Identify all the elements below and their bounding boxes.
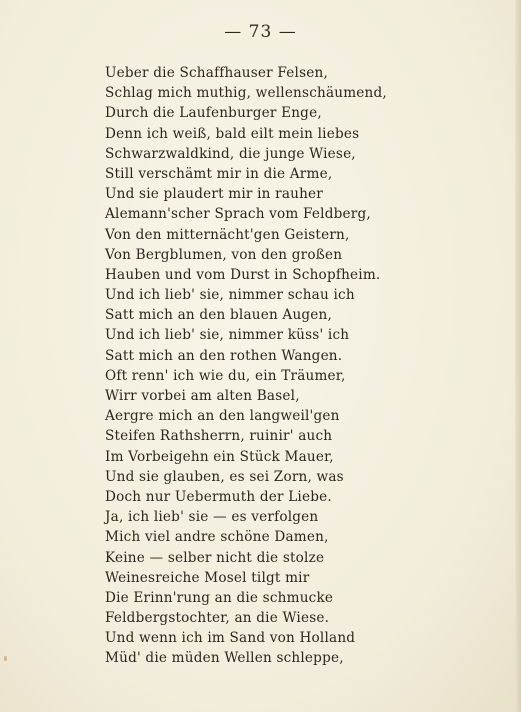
poem-line: Aergre mich an den langweil'gen <box>105 408 340 425</box>
poem-line: Und ich lieb' sie, nimmer küss' ich <box>105 327 350 344</box>
poem-line: Und ich lieb' sie, nimmer schau ich <box>105 287 355 304</box>
poem-line: Müd' die müden Wellen schleppe, <box>105 650 344 667</box>
poem-line: Oft renn' ich wie du, ein Träumer, <box>105 367 346 384</box>
poem-line: Mich viel andre schöne Damen, <box>105 529 329 546</box>
poem-line: Und wenn ich im Sand von Holland <box>105 630 356 647</box>
poem-line: Feldbergstochter, an die Wiese. <box>105 610 330 627</box>
poem-line: Satt mich an den rothen Wangen. <box>105 347 343 364</box>
poem-line: Keine — selber nicht die stolze <box>105 549 325 566</box>
poem-line: Und sie plaudert mir in rauher <box>105 186 323 203</box>
poem-line: Ueber die Schaffhauser Felsen, <box>105 65 328 81</box>
poem-text <box>105 63 405 669</box>
poem-line: Still verschämt mir in die Arme, <box>105 165 333 182</box>
poem-line: Steifen Rathsherrn, ruinir' auch <box>105 428 333 445</box>
poem-line: Die Erinn'rung an die schmucke <box>105 589 334 606</box>
page-number: — 73 — <box>224 22 297 42</box>
poem-line: Im Vorbeigehn ein Stück Mauer, <box>105 448 334 465</box>
poem-line: Und sie glauben, es sei Zorn, was <box>105 468 344 485</box>
poem-line: Alemann'scher Sprach vom Feldberg, <box>105 206 371 223</box>
paper-speck <box>4 656 7 661</box>
poem-line: Von Bergblumen, von den großen <box>105 246 343 263</box>
poem-line: Weinesreiche Mosel tilgt mir <box>105 569 310 586</box>
poem-line: Denn ich weiß, bald eilt mein liebes <box>105 125 360 142</box>
poem-line: Durch die Laufenburger Enge, <box>105 105 322 122</box>
poem-line: Wirr vorbei am alten Basel, <box>105 388 300 404</box>
poem-line: Schwarzwaldkind, die junge Wiese, <box>105 145 356 162</box>
poem-line: Doch nur Uebermuth der Liebe. <box>105 488 332 505</box>
poem-line: Ja, ich lieb' sie — es verfolgen <box>105 509 319 526</box>
poem-line: Satt mich an den blauen Augen, <box>105 307 333 324</box>
poem-line: Von den mitternächt'gen Geistern, <box>105 226 350 243</box>
poem-line: Schlag mich muthig, wellenschäumend, <box>105 85 387 102</box>
poem-line: Hauben und vom Durst in Schopfheim. <box>105 266 381 283</box>
page-edge <box>515 0 521 712</box>
